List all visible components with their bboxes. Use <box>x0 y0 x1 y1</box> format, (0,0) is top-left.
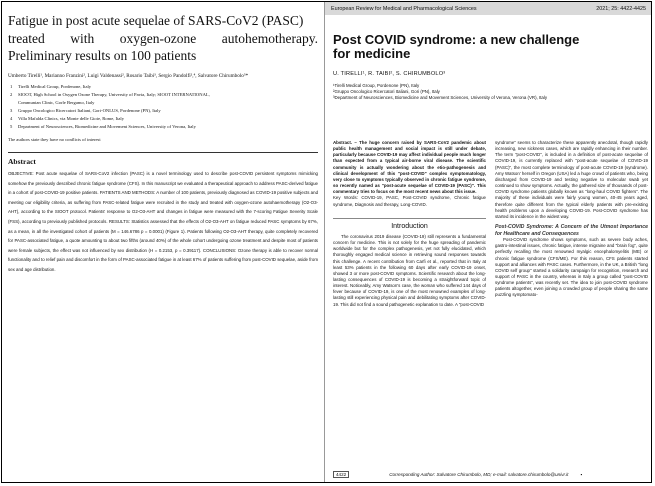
left-affiliations <box>8 83 318 131</box>
right-keywords: Key Words: COVID-19, PASC, Post-COVID syndrome, Chronic fatigue syndrome, Diagnosis and therapy, Long-COVID. <box>333 195 486 207</box>
right-title <box>333 33 646 61</box>
affiliation-1: 1 Tirelli Medical Group, Pordenone, Italy <box>10 84 92 89</box>
right-paper <box>324 2 652 483</box>
corresponding-author: Corresponding Author: Salvatore Chirumbolo, MD; e-mail: salvatore.chirumbolo@univr.it <box>389 472 569 477</box>
page-frame <box>1 1 652 483</box>
left-abstract-heading: Abstract <box>8 157 36 166</box>
right-affiliation-3: ³Department of Neurosciences, Biomedicine and Movement Sciences, University of Verona, Verona (VR), Italy <box>333 95 548 100</box>
left-title-line-1: Fatigue in post acute sequelae of SARS-CoV2 (PASC) <box>8 13 304 28</box>
section-heading: Post-COVID Syndrome: A Concern of the Utmost Importance for Healthcare and Consequences <box>495 224 648 237</box>
right-title-line-1: Post COVID syndrome: a new challenge <box>333 32 580 47</box>
right-affiliation-1: ¹Tirelli Medical Group, Pordenone (PN), Italy <box>333 83 420 88</box>
left-abstract-text: OBJECTIVE: Post acute sequelae of SARS-CoV2 infection (PASC) is a novel terminology used to describe post-COVID persistent symptoms mimicking somehow the previously described chronic fatigue syndrome (CFS). In this manuscript we evaluated a therapeutical approach to address PASC-derived fatigue in a cohort of post-COVID-19 positive patients. PATIENTS AND METHODS: A number of 100 patients, previously diagnosed as COVID-19 positive subjects and meeting our eligibility criteria, as suffering from PASC-related fatigue were recruited in the study and treated with oxygen-ozone autohaemotherapy (O2-O3-AHT), according to the SIOOT protocol. Patients' response to O2-O3-AHT and changes in fatigue were measured with the 7-scoring Fatigue Severity Scale (FSS), according to previously published protocols. RESULTS: Statistics assessed that the effects of O2-O3-AHT on fatigue reduced PASC symptoms by 67%, as a mean, in all the investigated cohort of patients (M = 146.6786 p = 0.0001) (Figure 1). Patients following O2-O3-AHT therapy, quite completely recovered for PASC-associated fatigue, a quote amounting to about two fifths (around 40%) of the whole cohort undergoing ozone treatment and despite most of patients were female subjects, the effect was not influenced by sex distribution (H = 0.2153, p = 0.39117). CONCLUSIONS: Ozone therapy is able to recover normal functionality and to relief pain and discomfort in the form of PASC-associated fatigue in at least 67% of patients suffering from post-COVID sequelae, aside from sex and age distribution. <box>8 171 318 272</box>
intro-text: The coronavirus 2019 disease (COVID-19) still represents a fundamental concern for medicine. This is not solely for the huge spreading of pandemic worldwide but for the complex pathogenesis, yet not fully elucidated, which thoroughly engaged medical science in retrieving sound responses towards this challenge. A recent contribution from Carfi et al., reported that in Italy at least 53% patients in the following 60 days after early COVID-19 onset, showed 3 or more post-COVID symptoms. Scientific research about the long-lasting consequences of COVID-19 is becoming a straightforward topic of interest. Noticeably, Amy Watson's case, the woman who suffered 144 days of fever because of COVID-19, is one of the most renowned examples of long-lasting still experiencing physical pain and debilitating symptoms after COVID-19. This did not find a sound pathogenetic explanation to date. A "post-COVID <box>333 233 486 307</box>
section-text: Post-COVID syndrome shows symptoms, such as severe body aches, gastro-intestinal issues, chronic fatigue, intense migraine and "brain fog", quite perfectly recalling the most renowned myalgic encephalomyelitis (ME) or chronic fatigue syndrome (CFS/ME). For this reason, CFS patients started support and alliances with PASC cases. Furthermore, in the UK, a British "long COVID self group" started a solidarity campaign for recognition, research and support of PASC in the country, whereas in Italy a group called "post-COVID syndrome patients", was recently set. The idea to join post-COVID syndrome patients altogether, even joining a crowded group of people sharing the same puzzling symptomato- <box>495 237 648 298</box>
affiliation-5: 5 Department of Neurosciences, Biomedicine and Movement Sciences, University of Verona, Italy <box>10 124 196 129</box>
affiliation-3: 3 Gruppo Oncologico Ricercatori Italiani, Gori-ONLUS, Pordenone (PN), Italy <box>10 108 161 113</box>
right-column-1 <box>333 140 486 460</box>
conflict-statement: The authors state they have no conflicts of interest <box>8 137 101 142</box>
left-paper <box>8 12 318 477</box>
column-2-text: syndrome" seems to characterize these apparently anecdotal, though rapidly increasing, new sickness cases, which are rapidly enhancing in their number. The term "post-COVID", is included in a definition of post-acute sequelae of COVID-19, is currently replaced with "post-acute sequelae of COVID-19 (PASC)", the most complete terminology of post-acute COVID-19 (syndrome). Amy Watson' herself in Oregon (USA) led a huge crowd of patients who, being discharged from COVID-19 and testing negative to molecular swab yet continued to show symptoms. Actually, the gathered size of thousands of post-COVID syndrome patients globally known as "long-haul COVID fighters". The majority of these individuals were fairly young women, 40-45 years aged, therefore quite different from the typical elderly patients with pre-existing health problems upon a developing COVID-19. Post-COVID syndrome has started its incidence in the widest way. <box>495 140 648 219</box>
right-authors: U. TIRELLI¹, R. TAIBI², S. CHIRUMBOLO³ <box>333 71 446 77</box>
right-affiliation-2: ²Gruppo Oncologico Ricercatori Italiani, Gori (PN), Italy <box>333 89 440 94</box>
left-title-line-2: treated with oxygen-ozone autohemotherapy. <box>8 30 318 46</box>
left-title <box>8 12 318 65</box>
journal-name: European Review for Medical and Pharmacological Sciences <box>331 5 477 12</box>
divider <box>8 152 318 153</box>
right-body-columns <box>333 140 648 460</box>
right-column-2 <box>495 140 648 460</box>
left-title-line-3: Preliminary results on 100 patients <box>8 48 197 63</box>
right-abstract: Abstract. – The huge concern raised by SARS-CoV2 pandemic about public health management and social impact is still under debate, particularly because COVID-19 may affect individual people much longer than expected from a typical air-borne viral disease. The scientific community is actually wondering about the etio-pathogenesis and clinical development of this "post-COVID" complex symptomatology, very close to symptoms typically observed in chronic fatigue syndrome, so recently named as "post-acute sequelae of COVID-19 (PASC)". This commentary tries to focus on the most recent news about this issue. <box>333 140 486 195</box>
journal-volume: 2021; 25: 4422-4425 <box>596 5 646 12</box>
journal-header <box>325 2 652 15</box>
right-footer <box>333 471 648 478</box>
affiliation-2b: Communian Clinic, Gorle Bergamo, Italy <box>18 100 95 105</box>
intro-heading: Introduction <box>333 218 486 230</box>
left-authors: Umberto Tirelli¹, Marianno Franzini², Luigi Valdenassi², Rosario Taibi³, Sergio Pandolfi²,⁴, Salvatore Chirumbolo⁵* <box>8 72 249 79</box>
affiliation-2: 2 SIOOT, High School in Oxygen Ozone Therapy, University of Pavia, Italy; SIOOT INTERNATIONAL, <box>10 92 210 97</box>
affiliation-4: 4 Villa Mafalda Clinics, via Monte delle Gioie, Rome, Italy <box>10 116 124 121</box>
page-number: 4422 <box>333 471 349 478</box>
right-affiliations <box>333 83 646 101</box>
footer-mark-icon: ▪ <box>580 472 583 477</box>
right-title-line-2: for medicine <box>333 46 411 61</box>
